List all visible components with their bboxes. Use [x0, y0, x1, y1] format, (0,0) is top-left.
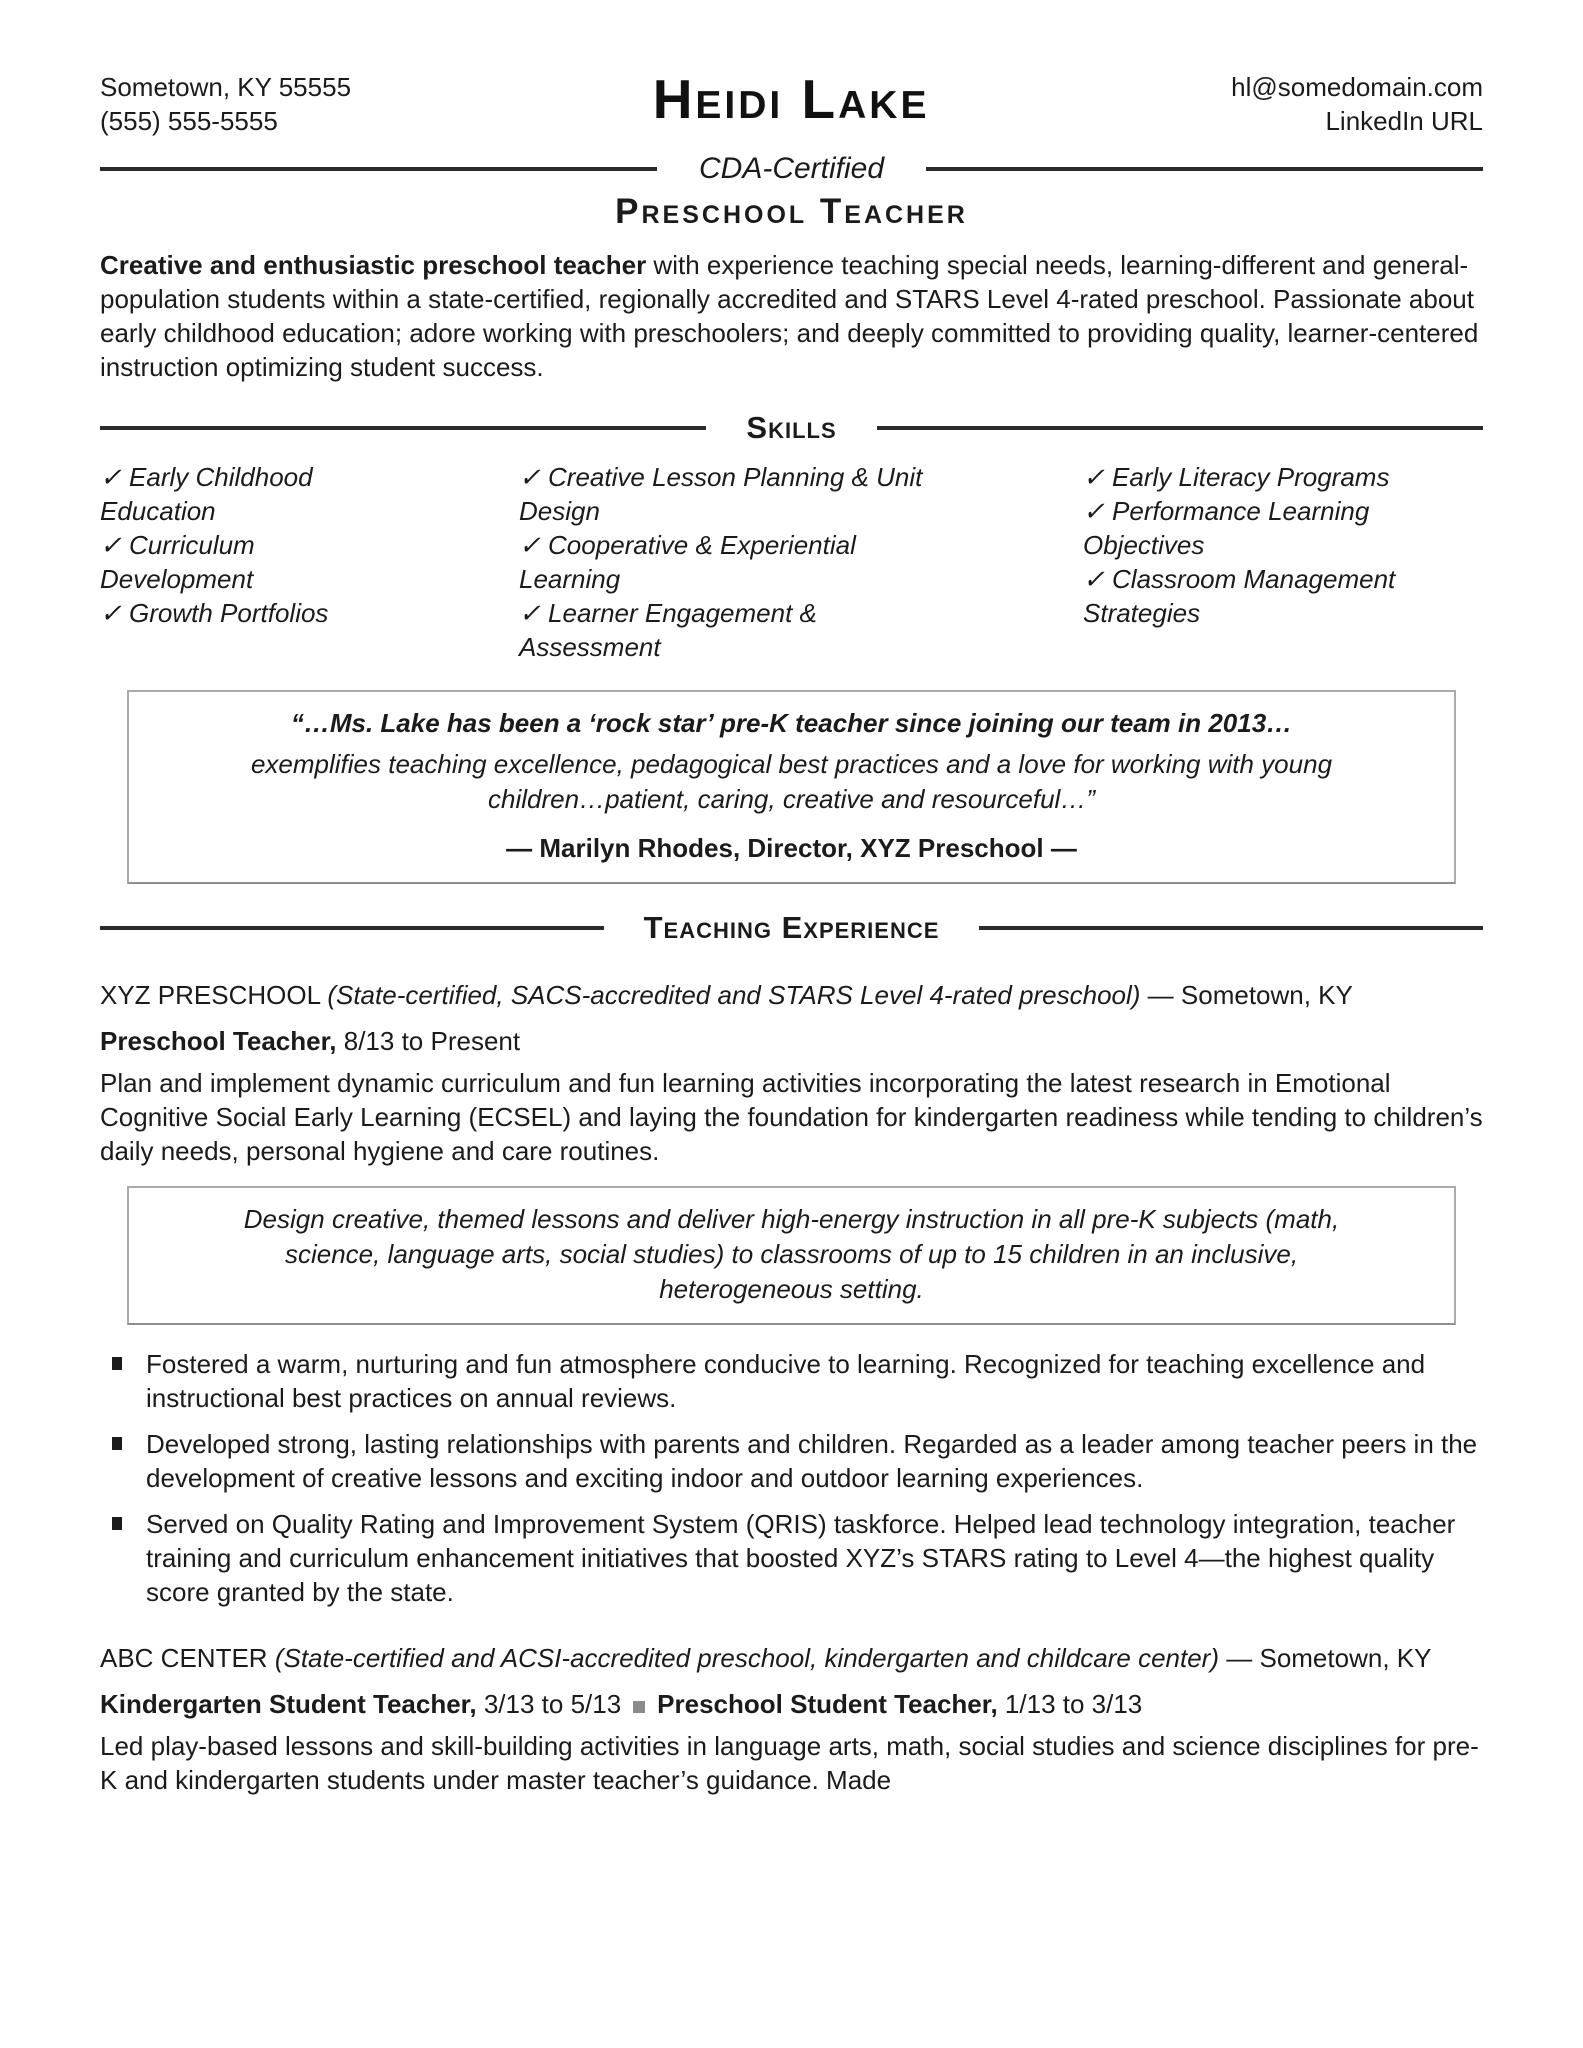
skill-item: [519, 596, 964, 664]
separator-square-icon: [633, 1701, 645, 1713]
skill-label: Learner Engagement & Assessment: [519, 598, 817, 662]
testimonial-quote-body: exemplifies teaching excellence, pedagogical best practices and a love for working with young children…patient, caring, creative and resourceful…”: [250, 749, 1333, 814]
header: [100, 70, 1483, 138]
check-icon: ✓: [1083, 564, 1105, 594]
divider-line-right: [979, 926, 1483, 930]
employer-description: (State-certified and ACSI-accredited preschool, kindergarten and childcare center): [274, 1643, 1220, 1673]
candidate-name: Heidi Lake: [652, 68, 930, 130]
bullet-square-icon: [112, 1437, 122, 1450]
bullet-text: Fostered a warm, nurturing and fun atmosphere conducive to learning. Recognized for teaching excellence and instructional best practices on annual reviews.: [146, 1349, 1426, 1413]
bullet-text: Served on Quality Rating and Improvement System (QRIS) taskforce. Helped lead technology integration, teacher training and curriculum enhancement initiatives that boosted XYZ’s STARS rating to Level 4—the highest quality score granted by the state.: [146, 1509, 1456, 1607]
linkedin-url: LinkedIn URL: [1325, 106, 1483, 136]
check-icon: ✓: [519, 598, 541, 628]
job-title-line: [100, 1024, 1483, 1058]
skills-column-1: [100, 460, 400, 664]
summary-paragraph: [100, 248, 1483, 384]
employer-name: XYZ PRESCHOOL: [100, 980, 321, 1010]
testimonial-quote-lead: “…Ms. Lake has been a ‘rock star’ pre-K teacher since joining our team in 2013…: [290, 708, 1293, 738]
check-icon: ✓: [100, 530, 122, 560]
achievement-list: [100, 1347, 1483, 1609]
employer-name: ABC CENTER: [100, 1643, 268, 1673]
check-icon: ✓: [519, 530, 541, 560]
skill-label: Cooperative & Experiential Learning: [519, 530, 856, 594]
skill-label: Curriculum Development: [100, 530, 255, 594]
skill-label: Growth Portfolios: [129, 598, 329, 628]
skill-label: Performance Learning Objectives: [1083, 496, 1370, 560]
skill-label: Creative Lesson Planning & Unit Design: [519, 462, 923, 526]
check-icon: ✓: [100, 598, 122, 628]
skills-heading-label: Skills: [746, 410, 837, 445]
job-description: Plan and implement dynamic curriculum and fun learning activities incorporating the latest research in Emotional Cognitive Social Early Learning (ECSEL) and laying the foundation for kindergarten readiness while tending to children’s daily needs, personal hygiene and care routines.: [100, 1068, 1483, 1166]
skill-item: [519, 528, 964, 596]
job-title: Preschool Student Teacher,: [657, 1689, 998, 1719]
experience-heading-label: Teaching Experience: [643, 910, 940, 945]
employer-line: [100, 978, 1483, 1012]
divider-line-left: [100, 167, 657, 171]
skills-list: [100, 460, 1483, 664]
employer-line: [100, 1641, 1483, 1675]
contact-block-left: [100, 70, 351, 138]
divider-line-left: [100, 426, 706, 430]
employer-location: — Sometown, KY: [1147, 980, 1353, 1010]
list-item: [100, 1427, 1483, 1495]
check-icon: ✓: [1083, 462, 1105, 492]
bullet-square-icon: [112, 1517, 122, 1530]
bullet-text: Developed strong, lasting relationships with parents and children. Regarded as a leader among teacher peers in the development of creative lessons and exciting indoor and outdoor learning experiences.: [146, 1429, 1478, 1493]
bullet-square-icon: [112, 1357, 122, 1370]
job-dates: 8/13 to Present: [343, 1026, 521, 1056]
skill-item: [1083, 494, 1483, 562]
check-icon: ✓: [519, 462, 541, 492]
list-item: [100, 1507, 1483, 1609]
summary-body: with experience teaching special needs, learning-different and general-population students within a state-certified, regionally accredited and STARS Level 4-rated preschool. Passionate about early childhood education; adore working with preschoolers; and deeply committed to providing quality, learner-centered instruction optimizing student success.: [100, 250, 1479, 382]
employer-location: — Sometown, KY: [1226, 1643, 1432, 1673]
divider-line-right: [926, 167, 1483, 171]
skills-section-heading: [100, 410, 1483, 446]
skill-label: Early Childhood Education: [100, 462, 313, 526]
address-line: Sometown, KY 55555: [100, 72, 352, 102]
email-address: hl@somedomain.com: [1231, 72, 1483, 102]
skill-item: [100, 596, 400, 630]
skill-item: [519, 460, 964, 528]
skill-item: [100, 528, 400, 596]
job-title-line: [100, 1687, 1483, 1721]
certification-label: CDA-Certified: [698, 152, 885, 185]
divider-line-right: [877, 426, 1483, 430]
list-item: [100, 1347, 1483, 1415]
job-callout-box: [127, 1186, 1456, 1325]
check-icon: ✓: [100, 462, 122, 492]
skill-label: Classroom Management Strategies: [1083, 564, 1396, 628]
job-title: Preschool Teacher,: [100, 1026, 337, 1056]
phone-number: (555) 555-5555: [100, 106, 278, 136]
skill-label: Early Literacy Programs: [1112, 462, 1390, 492]
testimonial-attribution: — Marilyn Rhodes, Director, XYZ Preschool —: [506, 833, 1077, 863]
job-dates: 3/13 to 5/13: [483, 1689, 622, 1719]
job-description: Led play-based lessons and skill-building activities in language arts, math, social studies and science disciplines for pre-K and kindergarten students under master teacher’s guidance. Made: [100, 1731, 1479, 1795]
employer-description: (State-certified, SACS-accredited and STARS Level 4-rated preschool): [327, 980, 1141, 1010]
certification-divider: [100, 152, 1483, 186]
testimonial-box: [127, 690, 1456, 884]
skill-item: [1083, 562, 1483, 630]
skills-column-3: [1083, 460, 1483, 664]
page-title: Preschool Teacher: [615, 192, 968, 231]
experience-section-heading: [100, 910, 1483, 946]
divider-line-left: [100, 926, 604, 930]
skill-item: [100, 460, 400, 528]
contact-block-right: [1231, 70, 1483, 138]
job-dates: 1/13 to 3/13: [1004, 1689, 1143, 1719]
skill-item: [1083, 460, 1483, 494]
skills-column-2: [519, 460, 964, 664]
job-callout-text: Design creative, themed lessons and deliver high-energy instruction in all pre-K subjects (math, science, language arts, social studies) to classrooms of up to 15 children in an inclusive, heterogeneous setting.: [243, 1204, 1340, 1304]
check-icon: ✓: [1083, 496, 1105, 526]
summary-lead: Creative and enthusiastic preschool teacher: [100, 250, 647, 280]
job-title: Kindergarten Student Teacher,: [100, 1689, 477, 1719]
